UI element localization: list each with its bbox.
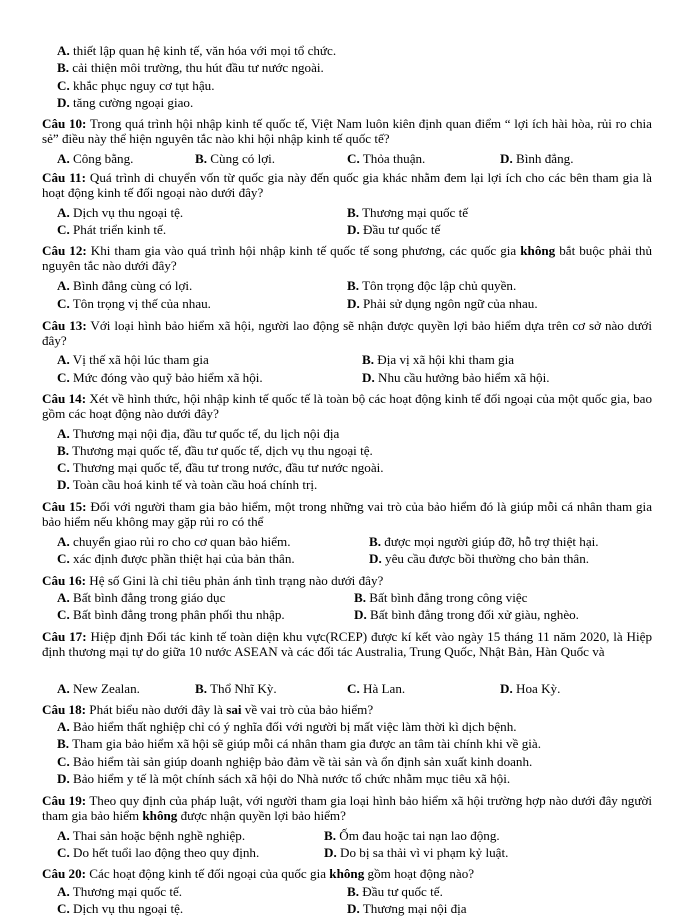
q9-option-d: D. tăng cường ngoại giao. — [57, 95, 194, 110]
q11-option-a: A. Dịch vụ thu ngoại tệ. — [57, 205, 184, 220]
q17-option-a: A. New Zealan. — [57, 681, 140, 696]
question-11: Câu 11: Quá trình di chuyển vốn từ quốc gia này đến quốc gia khác nhằm đem lại lợi ích cho các bên tham gia là hoạt động kinh tế đối ngoại nào dưới đây? — [42, 170, 652, 201]
q16-option-d: D. Bất bình đẳng trong đối xử giàu, nghèo. — [354, 607, 579, 622]
q16-option-c: C. Bất bình đẳng trong phân phối thu nhập. — [57, 607, 285, 622]
q11-option-d: D. Đầu tư quốc tế — [347, 222, 441, 237]
question-18: Câu 18: Phát biểu nào dưới đây là sai về vai trò của bảo hiểm? — [42, 702, 374, 717]
question-12: Câu 12: Khi tham gia vào quá trình hội nhập kinh tế quốc tế song phương, các quốc gia không bắt buộc phải thủ nguyên tắc nào dưới đây? — [42, 243, 652, 274]
q14-option-d: D. Toàn cầu hoá kinh tế và toàn cầu hoá chính trị. — [57, 477, 318, 492]
q20-option-b: B. Đầu tư quốc tế. — [347, 884, 443, 899]
q10-option-a: A. Công bằng. — [57, 151, 134, 166]
q14-option-a: A. Thương mại nội địa, đầu tư quốc tế, du lịch nội địa — [57, 426, 340, 441]
q17-option-c: C. Hà Lan. — [347, 681, 406, 696]
question-19: Câu 19: Theo quy định của pháp luật, với người tham gia loại hình bảo hiểm xã hội trường hợp nào dưới đây người tham gia bảo hiểm không được nhận quyền lợi bảo hiểm? — [42, 793, 653, 824]
q19-option-d: D. Do bị sa thải vì vi phạm kỷ luật. — [324, 845, 509, 860]
q19-option-c: C. Do hết tuổi lao động theo quy định. — [57, 845, 260, 860]
question-13: Câu 13: Với loại hình bảo hiểm xã hội, người lao động sẽ nhận được quyền lợi bảo hiểm dựa trên cơ sở nào dưới đây? — [42, 318, 652, 349]
q16-option-a: A. Bất bình đẳng trong giáo dục — [57, 590, 226, 605]
q9-option-a: A. thiết lập quan hệ kinh tế, văn hóa với mọi tổ chức. — [57, 43, 337, 58]
q15-option-a: A. chuyển giao rủi ro cho cơ quan bảo hiểm. — [57, 534, 291, 549]
q12-option-d: D. Phải sử dụng ngôn ngữ của nhau. — [347, 296, 538, 311]
q14-option-c: C. Thương mại quốc tế, đầu tư trong nước, đầu tư nước ngoài. — [57, 460, 384, 475]
q17-option-b: B. Thổ Nhĩ Kỳ. — [195, 681, 277, 696]
q12-option-b: B. Tôn trọng độc lập chủ quyền. — [347, 278, 517, 293]
q11-option-b: B. Thương mại quốc tế — [347, 205, 469, 220]
q19-option-a: A. Thai sản hoặc bệnh nghề nghiệp. — [57, 828, 246, 843]
q15-option-d: D. yêu cầu được bồi thường cho bản thân. — [369, 551, 590, 566]
q9-option-c: C. khắc phục nguy cơ tụt hậu. — [57, 78, 215, 93]
q20-option-c: C. Dịch vụ thu ngoại tệ. — [57, 901, 184, 916]
q13-option-d: D. Nhu cầu hưởng bảo hiểm xã hội. — [362, 370, 550, 385]
question-17: Câu 17: Hiệp định Đối tác kinh tế toàn diện khu vực(RCEP) được kí kết vào ngày 15 tháng 11 năm 2020, là Hiệp định thương mại tự do giữa 10 nước ASEAN và các đối tác Australia, Trung Quốc, Nhật Bản, Hàn Quốc và — [42, 629, 652, 660]
question-10: Câu 10: Trong quá trình hội nhập kinh tế quốc tế, Việt Nam luôn kiên định quan điểm “ lợi ích hài hòa, rủi ro chia sẻ” điều này thể hiện nguyên tắc nào khi hội nhập kinh tế quốc tế? — [42, 116, 652, 147]
q14-option-b: B. Thương mại quốc tế, đầu tư quốc tế, dịch vụ thu ngoại tệ. — [57, 443, 373, 458]
question-16: Câu 16: Hệ số Gini là chỉ tiêu phản ánh tình trạng nào dưới đây? — [42, 573, 384, 588]
q13-option-b: B. Địa vị xã hội khi tham gia — [362, 352, 515, 367]
q18-option-c: C. Bảo hiểm tài sản giúp doanh nghiệp bảo đảm về tài sản và ổn định sản xuất kinh doanh. — [57, 754, 533, 769]
q9-option-b: B. cải thiện môi trường, thu hút đầu tư nước ngoài. — [57, 60, 324, 75]
q10-option-b: B. Cùng có lợi. — [195, 151, 276, 166]
question-20: Câu 20: Các hoạt động kinh tế đối ngoại của quốc gia không gồm hoạt động nào? — [42, 866, 475, 881]
q19-option-b: B. Ốm đau hoặc tai nạn lao động. — [324, 828, 500, 843]
q13-option-c: C. Mức đóng vào quỹ bảo hiểm xã hội. — [57, 370, 263, 385]
q15-option-b: B. được mọi người giúp đỡ, hỗ trợ thiệt hại. — [369, 534, 599, 549]
q16-option-b: B. Bất bình đẳng trong công việc — [354, 590, 528, 605]
q18-option-d: D. Bảo hiểm y tế là một chính sách xã hội do Nhà nước tổ chức nhằm mục tiêu xã hội. — [57, 771, 511, 786]
q11-option-c: C. Phát triển kinh tế. — [57, 222, 167, 237]
q12-option-a: A. Bình đẳng cùng có lợi. — [57, 278, 193, 293]
q12-option-c: C. Tôn trọng vị thế của nhau. — [57, 296, 211, 311]
q13-option-a: A. Vị thế xã hội lúc tham gia — [57, 352, 209, 367]
q20-option-a: A. Thương mại quốc tế. — [57, 884, 183, 899]
question-14: Câu 14: Xét về hình thức, hội nhập kinh tế quốc tế là toàn bộ các hoạt động kinh tế đối ngoại của một quốc gia, bao gồm các hoạt động nào dưới đây? — [42, 391, 653, 422]
q15-option-c: C. xác định được phần thiệt hại của bản thân. — [57, 551, 295, 566]
question-15: Câu 15: Đối với người tham gia bảo hiểm, một trong những vai trò của bảo hiểm đó là giúp mỗi cá nhân tham gia bảo hiểm nếu không may gặp rủi ro có thể — [42, 499, 653, 530]
q20-option-d: D. Thương mại nội địa — [347, 901, 467, 916]
q18-option-b: B. Tham gia bảo hiểm xã hội sẽ giúp mỗi cá nhân tham gia được an tâm tài chính khi về già. — [57, 736, 541, 751]
q18-option-a: A. Bảo hiểm thất nghiệp chỉ có ý nghĩa đối với người bị mất việc làm thời kì dịch bệnh. — [57, 719, 517, 734]
q17-option-d: D. Hoa Kỳ. — [500, 681, 561, 696]
q10-option-c: C. Thỏa thuận. — [347, 151, 426, 166]
q10-option-d: D. Bình đẳng. — [500, 151, 574, 166]
